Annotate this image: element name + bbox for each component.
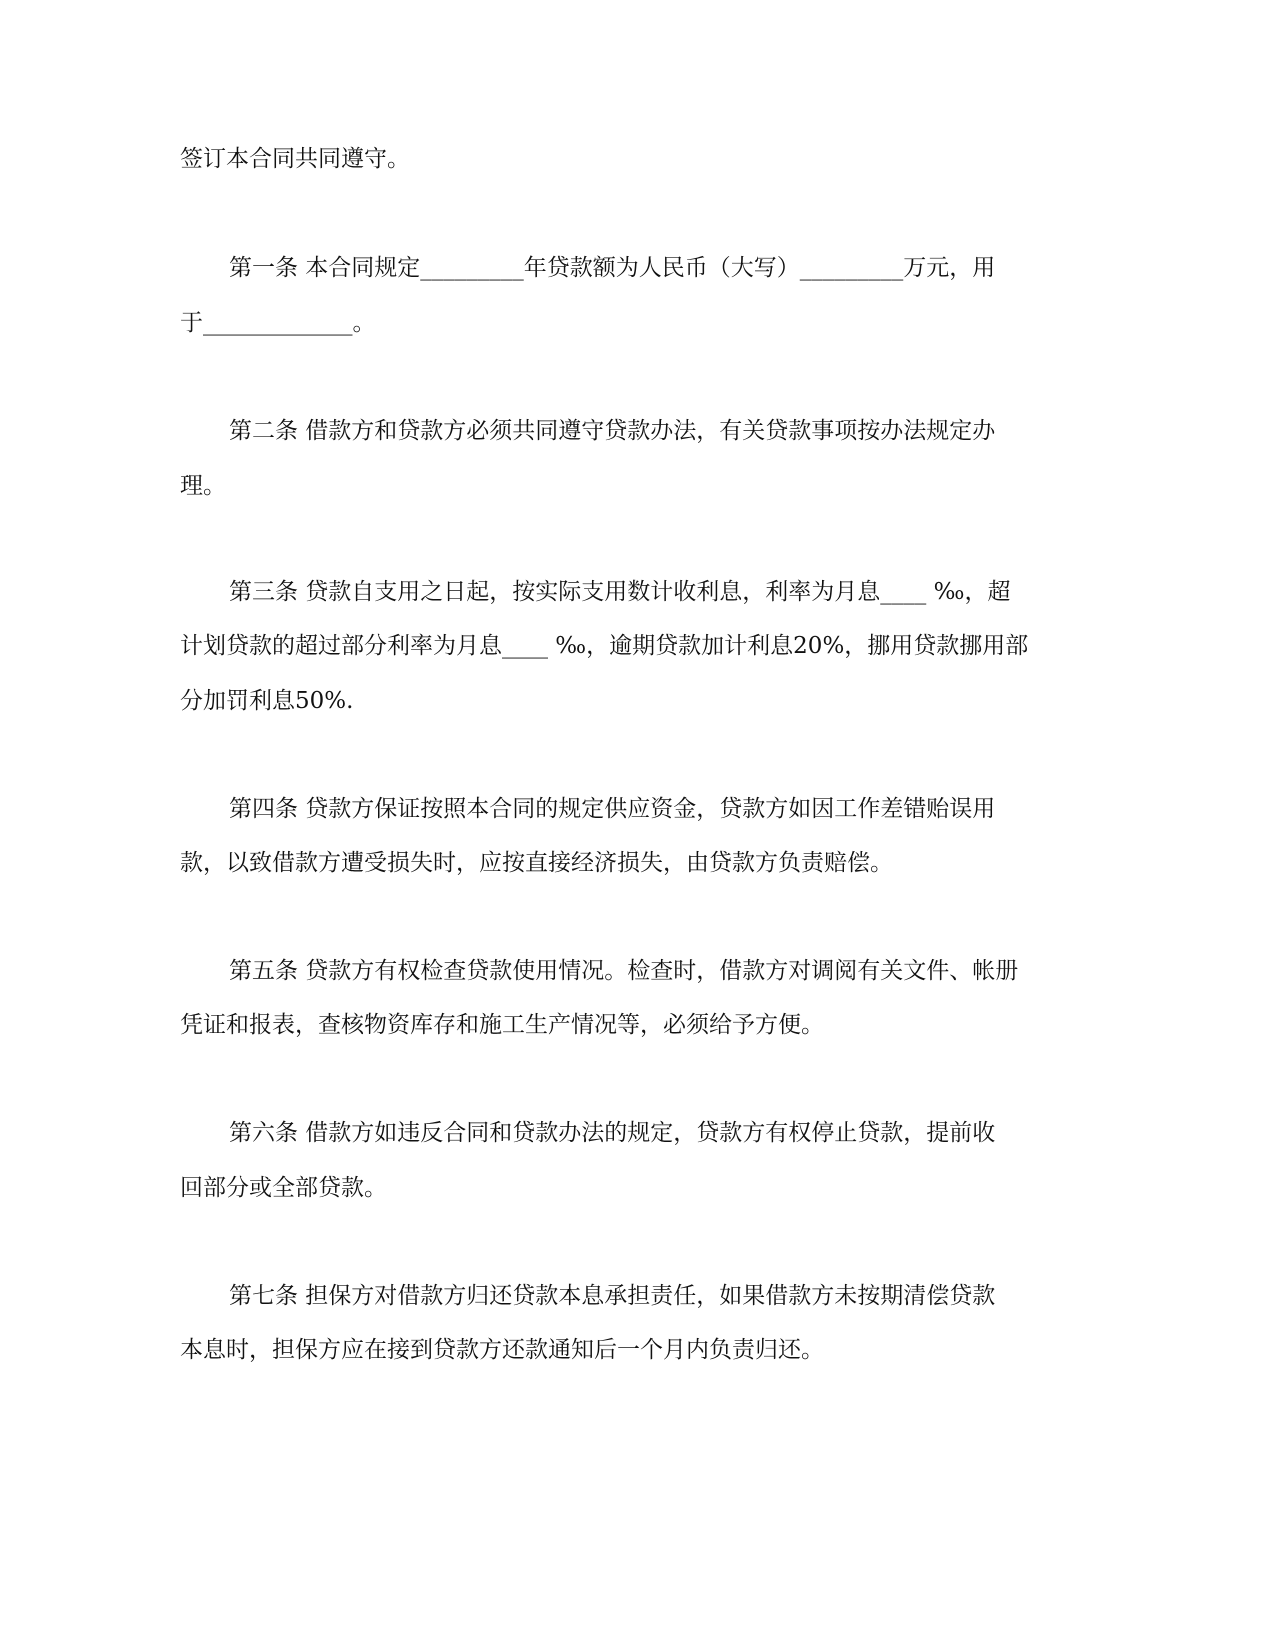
article-6-line-1: 第六条 借款方如违反合同和贷款办法的规定，贷款方有权停止贷款，提前收 — [229, 1120, 996, 1146]
article-1-line-2: 于_____________。 — [180, 310, 376, 336]
article-7-line-2: 本息时，担保方应在接到贷款方还款通知后一个月内负责归还。 — [180, 1337, 824, 1363]
article-5-line-1: 第五条 贷款方有权检查贷款使用情况。检查时，借款方对调阅有关文件、帐册 — [229, 958, 1019, 984]
article-3-line-1: 第三条 贷款自支用之日起，按实际支用数计收利息，利率为月息____ ‰，超 — [229, 579, 1011, 605]
article-3-line-3: 分加罚利息50%. — [180, 688, 354, 714]
article-4-line-1: 第四条 贷款方保证按照本合同的规定供应资金，贷款方如因工作差错贻误用 — [229, 796, 996, 822]
article-3-line-2: 计划贷款的超过部分利率为月息____ ‰，逾期贷款加计利息20%，挪用贷款挪用部 — [180, 633, 1029, 659]
article-2-line-1: 第二条 借款方和贷款方必须共同遵守贷款办法，有关贷款事项按办法规定办 — [229, 418, 996, 444]
article-6-line-2: 回部分或全部贷款。 — [180, 1175, 387, 1201]
article-2-line-2: 理。 — [180, 473, 226, 499]
text-line: 签订本合同共同遵守。 — [180, 146, 410, 172]
article-1-line-1: 第一条 本合同规定_________年贷款额为人民币（大写）_________万元，用 — [229, 255, 996, 281]
article-7-line-1: 第七条 担保方对借款方归还贷款本息承担责任，如果借款方未按期清偿贷款 — [229, 1283, 996, 1309]
article-4-line-2: 款，以致借款方遭受损失时，应按直接经济损失，由贷款方负责赔偿。 — [180, 850, 893, 876]
article-5-line-2: 凭证和报表，查核物资库存和施工生产情况等，必须给予方便。 — [180, 1012, 824, 1038]
